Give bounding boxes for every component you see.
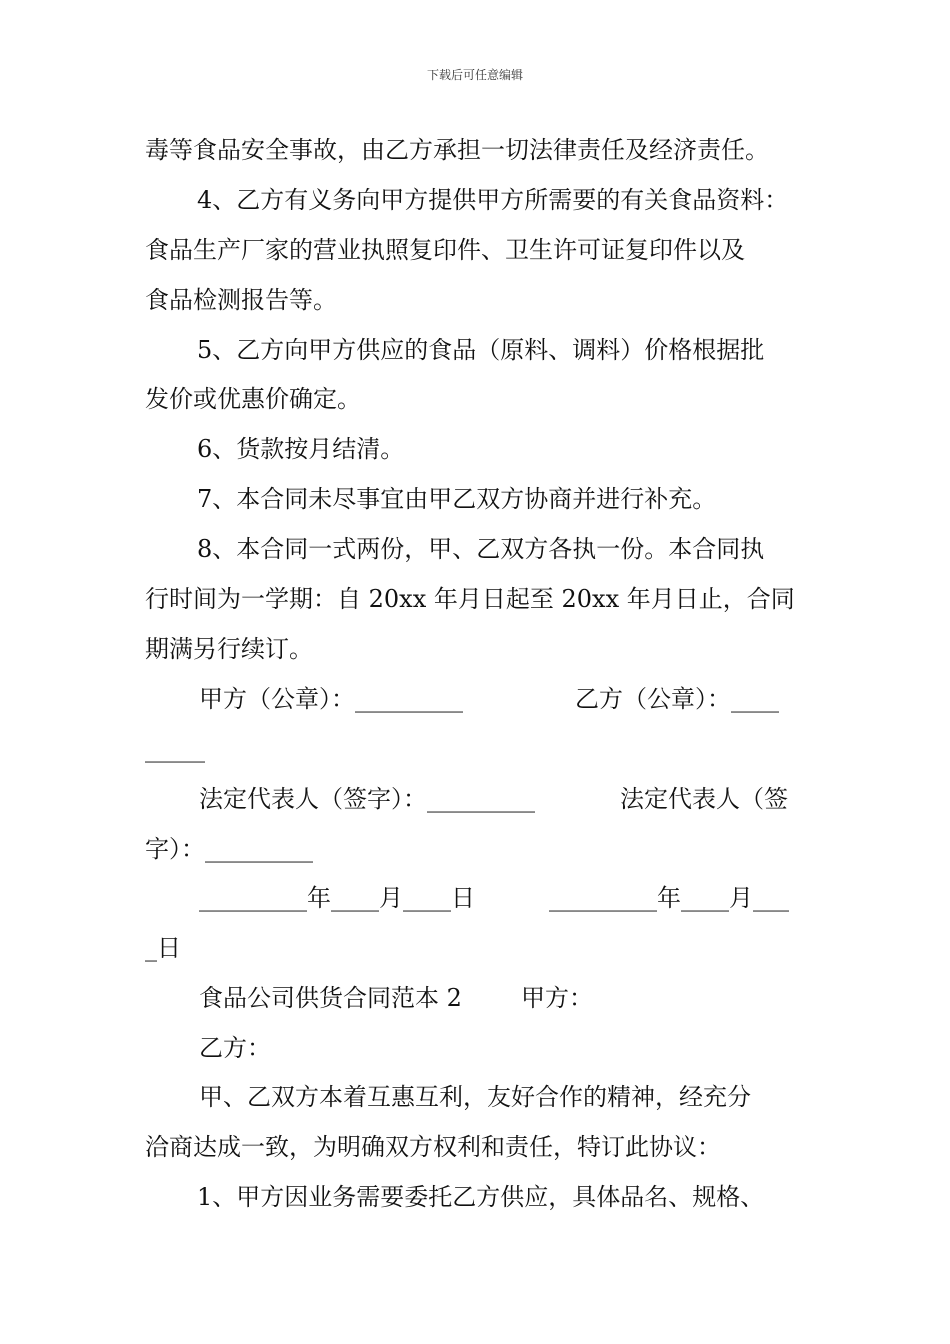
date-row	[0, 883, 950, 913]
representative-b: 法定代表人（签	[620, 785, 788, 813]
contract-2-intro-line-1: 甲、乙双方本着互惠互利，友好合作的精神，经充分	[199, 1083, 751, 1111]
representative-b-continued: 字）：_________	[145, 835, 313, 863]
contract-2-party-b: 乙方：	[199, 1034, 271, 1062]
contract-2-title: 食品公司供货合同范本 2	[199, 984, 462, 1012]
clause-7: 7、本合同未尽事宜由甲乙双方协商并进行补充。	[197, 485, 717, 513]
clause-5-line-1: 5、乙方向甲方供应的食品（原料、调料）价格根据批	[197, 336, 765, 364]
party-b-seal: 乙方（公章）：____	[575, 685, 779, 713]
clause-4-line-3: 食品检测报告等。	[145, 286, 337, 314]
representative-row	[0, 784, 950, 814]
date-b-continued: _日	[145, 934, 181, 962]
representative-a: 法定代表人（签字）：_________	[199, 785, 535, 813]
clause-4-line-1: 4、乙方有义务向甲方提供甲方所需要的有关食品资料：	[197, 186, 789, 214]
clause-8-line-1: 8、本合同一式两份，甲、乙双方各执一份。本合同执	[197, 535, 765, 563]
page-header-note: 下载后可任意编辑	[426, 68, 523, 82]
party-a-seal: 甲方（公章）：_________	[199, 685, 463, 713]
clause-8-line-2: 行时间为一学期：自 20xx 年月日起至 20xx 年月日止，合同	[145, 585, 795, 613]
date-b: _________年____月___	[549, 884, 789, 912]
contract-2-title-row	[0, 983, 950, 1013]
party-b-seal-continued: _____	[145, 735, 205, 763]
text-line-1: 毒等食品安全事故，由乙方承担一切法律责任及经济责任。	[145, 136, 769, 164]
clause-5-line-2: 发价或优惠价确定。	[145, 385, 361, 413]
clause-8-line-3: 期满另行续订。	[145, 635, 313, 663]
contract-2-party-a: 甲方：	[521, 984, 593, 1012]
clause-4-line-2: 食品生产厂家的营业执照复印件、卫生许可证复印件以及	[145, 236, 745, 264]
clause-6: 6、货款按月结清。	[197, 435, 405, 463]
contract-2-clause-1: 1、甲方因业务需要委托乙方供应，具体品名、规格、	[197, 1183, 765, 1211]
date-a: _________年____月____日	[199, 884, 475, 912]
seal-row	[0, 684, 950, 714]
contract-2-intro-line-2: 洽商达成一致，为明确双方权利和责任，特订此协议：	[145, 1133, 721, 1161]
